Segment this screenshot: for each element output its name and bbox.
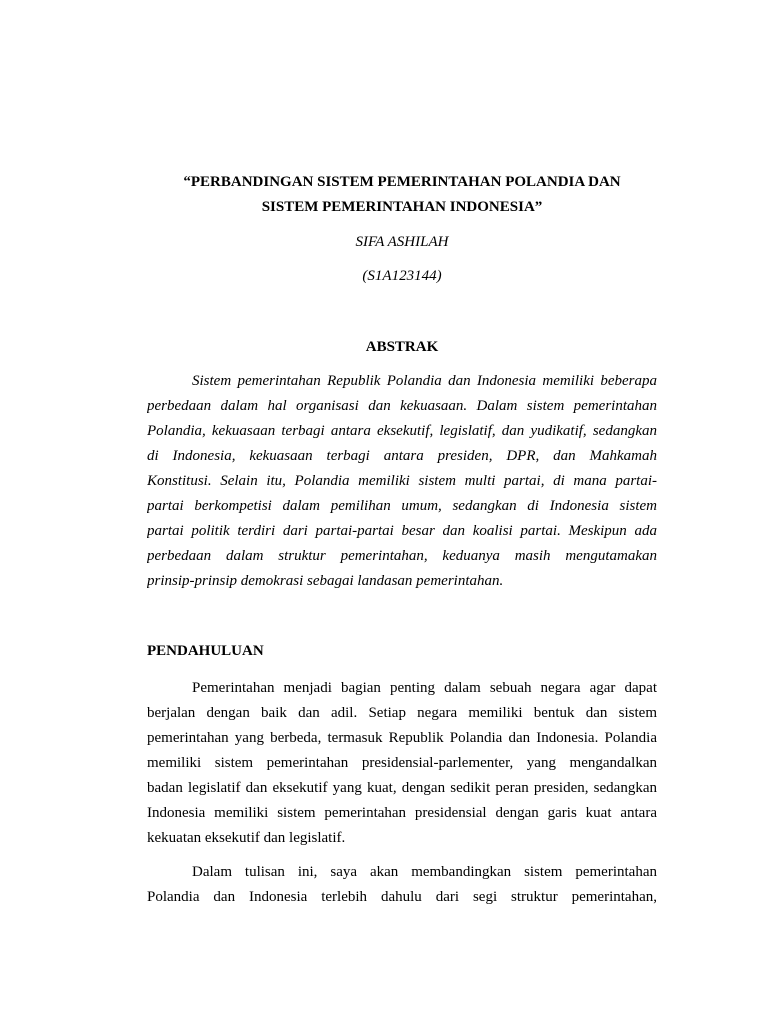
paragraph-line: Dalam tulisan ini, saya akan membandingkan sistem pemerintahan [192, 864, 657, 880]
introduction-heading: PENDAHULUAN [147, 643, 264, 659]
author-name: SIFA ASHILAH [355, 234, 449, 250]
abstract-heading: ABSTRAK [365, 339, 439, 355]
title-line-1: “PERBANDINGAN SISTEM PEMERINTAHAN POLANDIA DAN [183, 174, 621, 190]
abstract-line: partai berkompetisi dalam pemilihan umum, sedangkan di Indonesia sistem [147, 498, 657, 514]
paragraph-line: berjalan dengan baik dan adil. Setiap negara memiliki bentuk dan sistem [147, 705, 657, 721]
abstract-line: partai politik terdiri dari partai-partai besar dan koalisi partai. Meskipun ada [147, 523, 657, 539]
paragraph-line: pemerintahan yang berbeda, termasuk Republik Polandia dan Indonesia. Polandia [147, 730, 657, 746]
introduction-paragraph-2 [147, 860, 657, 910]
abstract-line: Sistem pemerintahan Republik Polandia dan Indonesia memiliki beberapa [192, 373, 657, 389]
paragraph-line: Pemerintahan menjadi bagian penting dalam sebuah negara agar dapat [192, 680, 657, 696]
paragraph-line: Indonesia memiliki sistem pemerintahan presidensial dengan garis kuat antara [147, 805, 657, 821]
paragraph-line: badan legislatif dan eksekutif yang kuat, dengan sedikit peran presiden, sedangkan [147, 780, 657, 796]
paragraph-line: Polandia dan Indonesia terlebih dahulu dari segi struktur pemerintahan, [147, 889, 657, 905]
abstract-body [147, 369, 657, 594]
abstract-line: di Indonesia, kekuasaan terbagi antara presiden, DPR, dan Mahkamah [147, 448, 657, 464]
title-line-2: SISTEM PEMERINTAHAN INDONESIA” [261, 199, 543, 215]
abstract-line: prinsip-prinsip demokrasi sebagai landasan pemerintahan. [147, 573, 504, 589]
student-id: (S1A123144) [362, 268, 442, 284]
abstract-line: Polandia, kekuasaan terbagi antara eksekutif, legislatif, dan yudikatif, sedangkan [147, 423, 657, 439]
abstract-line: perbedaan dalam struktur pemerintahan, keduanya masih mengutamakan [147, 548, 657, 564]
document-title [147, 170, 657, 220]
paragraph-line: memiliki sistem pemerintahan presidensial-parlementer, yang mengandalkan [147, 755, 657, 771]
abstract-line: perbedaan dalam hal organisasi dan kekuasaan. Dalam sistem pemerintahan [147, 398, 657, 414]
abstract-line: Konstitusi. Selain itu, Polandia memiliki sistem multi partai, di mana partai- [147, 473, 657, 489]
introduction-paragraph-1 [147, 676, 657, 851]
paragraph-line: kekuatan eksekutif dan legislatif. [147, 830, 346, 846]
